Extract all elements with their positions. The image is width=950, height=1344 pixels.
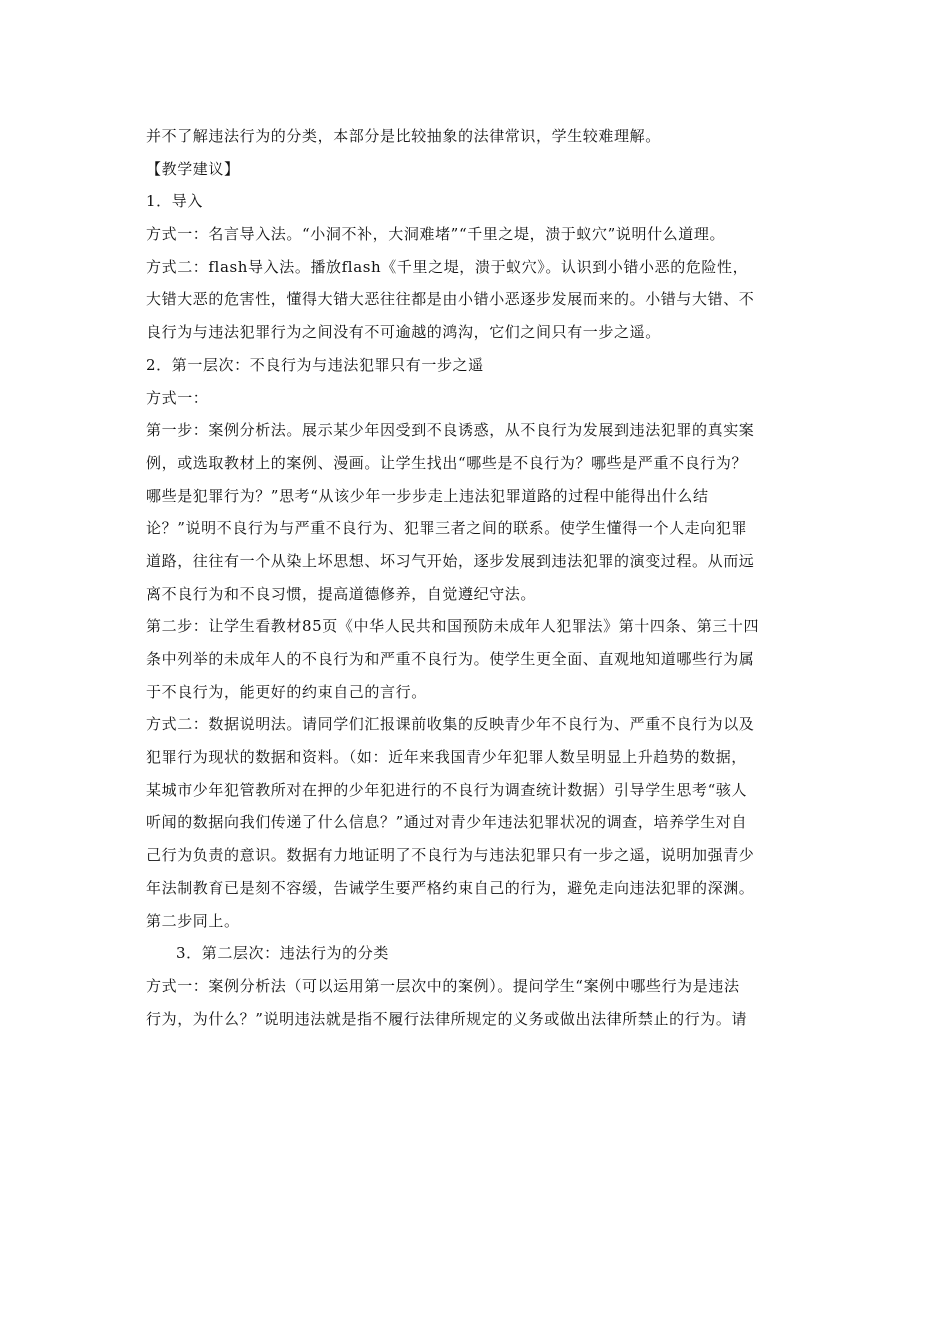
text-line-21: 某城市少年犯管教所对在押的少年犯进行的不良行为调查统计数据）引导学生思考“骇人 — [146, 780, 748, 799]
text-line-12: 哪些是犯罪行为？”思考“从该少年一步步走上违法犯罪道路的过程中能得出什么结 — [146, 486, 709, 505]
text-line-10: 第一步：案例分析法。展示某少年因受到不良诱惑，从不良行为发展到违法犯罪的真实案 — [146, 421, 755, 440]
text-line-25: 第二步同上。 — [146, 911, 240, 930]
text-line-28: 行为，为什么？”说明违法就是指不履行法律所规定的义务或做出法律所禁止的行为。请 — [146, 1009, 748, 1028]
text-line-15: 离不良行为和不良习惯，提高道德修养，自觉遵纪守法。 — [146, 584, 537, 603]
text-line-20: 犯罪行为现状的数据和资料。（如：近年来我国青少年犯罪人数呈明显上升趋势的数据， — [146, 748, 747, 767]
text-line-13: 论？”说明不良行为与严重不良行为、犯罪三者之间的联系。使学生懂得一个人走向犯罪 — [146, 519, 748, 538]
text-line-1: 并不了解违法行为的分类，本部分是比较抽象的法律常识，学生较难理解。 — [146, 127, 661, 145]
section-heading-teaching-suggestions: 【教学建议】 — [146, 159, 240, 178]
text-line-16: 第二步：让学生看教材85页《中华人民共和国预防未成年人犯罪法》第十四条、第三十四 — [146, 617, 760, 636]
document-body — [146, 120, 814, 1035]
text-line-4: 方式一：名言导入法。“小洞不补，大洞难堵”“千里之堤，溃于蚁穴”说明什么道理。 — [146, 225, 726, 244]
subheading-level-two: 3．第二层次：违法行为的分类 — [176, 944, 389, 963]
text-line-7: 良行为与违法犯罪行为之间没有不可逾越的鸿沟，它们之间只有一步之遥。 — [146, 323, 661, 342]
text-line-9: 方式一： — [146, 388, 209, 407]
text-line-19: 方式二：数据说明法。请同学们汇报课前收集的反映青少年不良行为、严重不良行为以及 — [146, 715, 755, 734]
text-line-6: 大错大恶的危害性，懂得大错大恶往往都是由小错小恶逐步发展而来的。小错与大错、不 — [146, 290, 755, 309]
text-line-14: 道路，往往有一个从染上坏思想、坏习气开始，逐步发展到违法犯罪的演变过程。从而远 — [146, 551, 755, 570]
text-line-27: 方式一：案例分析法（可以运用第一层次中的案例）。提问学生“案例中哪些行为是违法 — [146, 976, 740, 995]
subheading-level-one: 2．第一层次：不良行为与违法犯罪只有一步之遥 — [146, 355, 484, 374]
text-line-22: 听闻的数据向我们传递了什么信息？”通过对青少年违法犯罪状况的调查，培养学生对自 — [146, 813, 748, 832]
subheading-introduction: 1．导入 — [146, 192, 203, 211]
text-line-24: 年法制教育已是刻不容缓，告诫学生要严格约束自己的行为，避免走向违法犯罪的深渊。 — [146, 878, 755, 897]
text-line-23: 己行为负责的意识。数据有力地证明了不良行为与违法犯罪只有一步之遥，说明加强青少 — [146, 846, 755, 865]
text-line-5: 方式二：flash导入法。播放flash《千里之堤，溃于蚁穴》。认识到小错小恶的危险性， — [146, 257, 749, 276]
text-line-17: 条中列举的未成年人的不良行为和严重不良行为。使学生更全面、直观地知道哪些行为属 — [146, 650, 755, 668]
text-line-11: 例，或选取教材上的案例、漫画。让学生找出“哪些是不良行为？哪些是严重不良行为？ — [146, 453, 748, 472]
text-line-18: 于不良行为，能更好的约束自己的言行。 — [146, 682, 427, 701]
